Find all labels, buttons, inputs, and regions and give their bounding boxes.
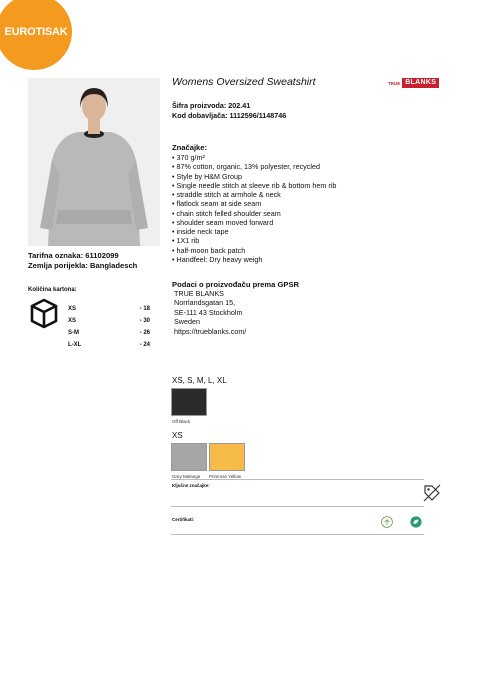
swatch-label: Grey Melange (172, 474, 201, 479)
color-swatch-off-black[interactable] (171, 388, 207, 416)
eurotisak-logo (0, 0, 72, 70)
feature-item: • chain stitch felled shoulder seam (172, 208, 281, 218)
certificates-label: Certifikati: (172, 517, 195, 522)
tariff-code: Tarifna oznaka: 61102099 (28, 251, 119, 260)
carton-size: XS (68, 306, 77, 312)
certificate-seal-icon (381, 516, 393, 528)
tariff-info (28, 251, 137, 270)
carton-size: S-M (68, 330, 79, 336)
key-features-label: Ključne značajke: (172, 483, 210, 488)
carton-row (68, 342, 150, 354)
feature-item: • Handfeel: Dry heavy weigh (172, 254, 263, 264)
feature-item: • 87% cotton, organic, 13% polyester, recycled (172, 162, 320, 172)
feature-item: • straddle stitch at armhole & neck (172, 190, 281, 199)
price-tag-icon (422, 483, 442, 503)
brand-prefix: TRUE (388, 80, 401, 86)
carton-box-icon (28, 297, 60, 329)
country-of-origin: Zemlja porijekla: Bangladesch (28, 260, 138, 270)
gpsr-street: Norrlandsgatan 15, (174, 298, 236, 308)
logo-text: EUROTISAK (4, 26, 68, 38)
carton-table (68, 306, 150, 354)
variant-sizes: XS, S, M, L, XL (172, 376, 227, 385)
feature-item: • Single needle stitch at sleeve rib & bottom hem rib (172, 180, 337, 190)
brand-name: BLANKS (402, 78, 439, 88)
carton-size: L-XL (68, 342, 82, 348)
carton-size: XS (68, 318, 77, 324)
feature-item: • shoulder seam moved forward (172, 217, 274, 227)
supplier-code: Kod dobavljača: 1112596/1148746 (172, 111, 287, 120)
variant-sizes: XS (172, 431, 183, 440)
certificate-leaf-icon (410, 516, 422, 528)
swatch-label: Off Black (172, 419, 191, 424)
feature-item: • 370 g/m² (172, 153, 205, 162)
model-image (28, 78, 160, 246)
carton-row (68, 330, 150, 342)
gpsr-address (174, 289, 246, 336)
carton-row (68, 306, 150, 318)
divider (171, 479, 424, 480)
product-code: Šifra proizvoda: 202.41 (172, 101, 251, 110)
divider (171, 534, 424, 535)
features-list (172, 153, 336, 264)
color-swatch-primrose-yellow[interactable] (209, 443, 245, 471)
product-photo (28, 78, 160, 246)
features-title: Značajke: (172, 143, 208, 152)
product-codes (172, 101, 286, 121)
carton-qty: - 26 (139, 330, 150, 336)
carton-qty: - 18 (139, 306, 150, 312)
swatch-label: Primrose Yellow (209, 474, 242, 479)
product-title: Womens Oversized Sweatshirt (172, 76, 316, 88)
gpsr-country: Sweden (174, 317, 200, 327)
feature-item: • inside neck tape (172, 227, 229, 236)
feature-item: • Style by H&M Group (172, 171, 243, 181)
gpsr-city: SE-111 43 Stockholm (174, 307, 243, 317)
color-swatch-grey-melange[interactable] (171, 443, 207, 471)
divider (171, 506, 424, 507)
feature-item: • flatlock seam at side seam (172, 199, 262, 209)
brand-badge (388, 78, 456, 88)
gpsr-website[interactable]: https://trueblanks.com/ (174, 326, 247, 336)
carton-qty: - 30 (139, 318, 150, 324)
gpsr-title: Podaci o proizvođaču prema GPSR (172, 280, 300, 289)
carton-qty: - 24 (139, 342, 150, 348)
feature-item: • 1X1 rib (172, 236, 200, 246)
carton-row (68, 318, 150, 330)
feature-item: • half-moon back patch (172, 245, 246, 255)
gpsr-company: TRUE BLANKS (174, 289, 224, 298)
carton-title: Količina kartona: (28, 287, 77, 293)
